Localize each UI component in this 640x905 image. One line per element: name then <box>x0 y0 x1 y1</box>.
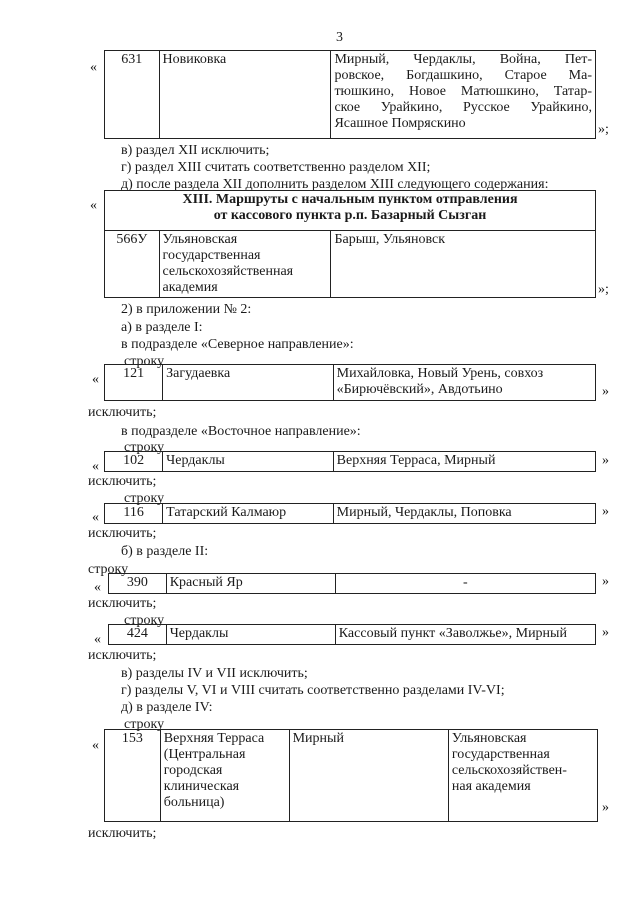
route-origin: Загудаевка <box>163 365 333 401</box>
close-quote: » <box>602 574 609 589</box>
text-line: строку <box>124 440 165 455</box>
close-quote: » <box>602 504 609 519</box>
text-line: д) после раздела XII дополнить разделом XIII следующего содержания: <box>121 177 549 192</box>
open-quote: « <box>92 738 99 753</box>
text-line: а) в разделе I: <box>121 320 203 335</box>
close-quote: » <box>602 453 609 468</box>
text-line: строку <box>124 717 165 732</box>
route-row-390 <box>108 573 596 594</box>
route-number: 116 <box>105 504 163 524</box>
text-line: д) в разделе IV: <box>121 700 213 715</box>
route-stops: Михайловка, Новый Урень, совхоз «Бирючёвский», Авдотьино <box>333 365 595 401</box>
text-line: в подразделе «Северное направление»: <box>121 337 354 352</box>
route-row-102 <box>104 451 596 472</box>
route-number: 390 <box>109 574 167 594</box>
text-line: в) разделы IV и VII исключить; <box>121 666 308 681</box>
close-quote: »; <box>598 122 609 137</box>
page-number: 3 <box>336 30 343 45</box>
route-stops: Мирный, Чердаклы, Поповка <box>333 504 595 524</box>
route-row-121 <box>104 364 596 401</box>
text-line: строку <box>124 354 165 369</box>
open-quote: « <box>94 580 101 595</box>
section-title: XIII. Маршруты с начальным пунктом отправления от кассового пункта р.п. Базарный Сызган <box>105 191 596 231</box>
close-quote: » <box>602 800 609 815</box>
route-origin: Чердаклы <box>166 625 335 645</box>
open-quote: « <box>90 60 97 75</box>
route-origin: Татарский Калмаюр <box>163 504 333 524</box>
section-xiii-table <box>104 190 596 298</box>
route-origin: Красный Яр <box>166 574 335 594</box>
route-stops: Верхняя Терраса, Мирный <box>333 452 595 472</box>
route-number: 566У <box>105 231 160 298</box>
text-line: исключить; <box>88 405 157 420</box>
text-line: в) раздел XII исключить; <box>121 143 270 158</box>
close-quote: » <box>602 625 609 640</box>
text-line: 2) в приложении № 2: <box>121 302 252 317</box>
text-line: исключить; <box>88 648 157 663</box>
open-quote: « <box>92 372 99 387</box>
open-quote: « <box>92 510 99 525</box>
text-line: исключить; <box>88 474 157 489</box>
text-line: строку <box>124 613 165 628</box>
route-number: 424 <box>109 625 167 645</box>
text-line: строку <box>124 491 165 506</box>
route-stops: Барыш, Ульяновск <box>331 231 596 298</box>
route-stops: Мирный, Чердаклы, Война, Пет- ровское, Богдашкино, Старое Ма- тюшкино, Новое Матюшкино, Татар- ское Урайкино, Русское Урайкино, Ясашное Помряскино <box>331 51 596 139</box>
close-quote: » <box>602 384 609 399</box>
text-line: г) раздел XIII считать соответственно разделом XII; <box>121 160 431 175</box>
route-destination: Ульяновская государственная сельскохозяйствен- ная академия <box>448 730 597 822</box>
route-stops: - <box>335 574 595 594</box>
text-line: строку <box>88 562 129 577</box>
route-row-116 <box>104 503 596 524</box>
route-origin: Верхняя Терраса (Центральная городская клиническая больница) <box>160 730 289 822</box>
close-quote: »; <box>598 282 609 297</box>
text-line: в подразделе «Восточное направление»: <box>121 424 361 439</box>
route-number: 121 <box>105 365 163 401</box>
route-row-153 <box>104 729 598 822</box>
route-via: Мирный <box>289 730 448 822</box>
text-line: исключить; <box>88 826 157 841</box>
open-quote: « <box>92 459 99 474</box>
route-number: 631 <box>105 51 160 139</box>
open-quote: « <box>94 632 101 647</box>
text-line: исключить; <box>88 596 157 611</box>
route-row-424 <box>108 624 596 645</box>
route-table-631 <box>104 50 596 139</box>
route-origin: Чердаклы <box>163 452 333 472</box>
route-number: 153 <box>105 730 161 822</box>
text-line: исключить; <box>88 526 157 541</box>
text-line: б) в разделе II: <box>121 544 209 559</box>
open-quote: « <box>90 198 97 213</box>
route-origin: Новиковка <box>159 51 331 139</box>
route-number: 102 <box>105 452 163 472</box>
route-origin: Ульяновская государственная сельскохозяйственная академия <box>159 231 331 298</box>
text-line: г) разделы V, VI и VIII считать соответственно разделами IV-VI; <box>121 683 505 698</box>
route-stops: Кассовый пункт «Заволжье», Мирный <box>335 625 595 645</box>
